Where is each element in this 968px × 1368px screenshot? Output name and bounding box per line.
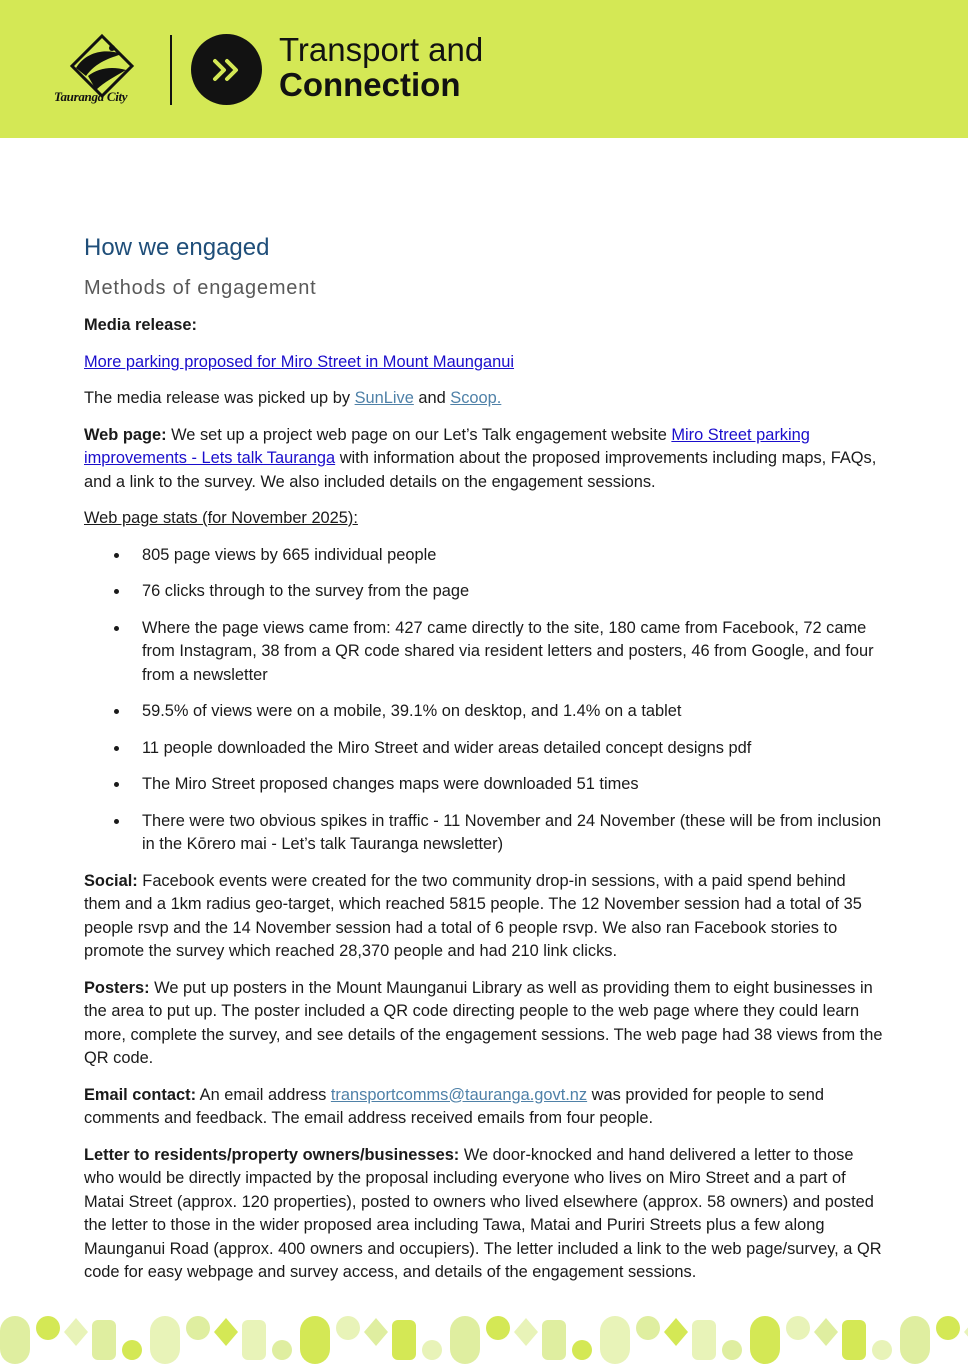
decorative-pattern-footer: [0, 1312, 968, 1368]
social-text: Facebook events were created for the two community drop-in sessions, with a paid spend behind them and a 1km radius geo-target, which reached 5815 people. The 12 November session had a total of 35 people rsvp and the 14 November session had a total of 6 people rsvp. We also ran Facebook stories to promote the survey which reached 28,370 people and had 210 link clicks.: [84, 871, 862, 960]
pickup-paragraph: [84, 387, 884, 411]
web-page-paragraph: [84, 424, 884, 495]
list-item: The Miro Street proposed changes maps were downloaded 51 times: [142, 773, 884, 797]
list-item: 805 page views by 665 individual people: [142, 544, 884, 568]
email-link[interactable]: transportcomms@tauranga.govt.nz: [330, 1085, 588, 1104]
brand-title-line1: Transport and: [279, 31, 484, 68]
project-page-link[interactable]: Miro Street parking improvements - Lets talk Tauranga: [84, 425, 810, 467]
web-page-text-after: with information about the proposed improvements including maps, FAQs, and a link to the survey. We also included details on the engagement sessions.: [84, 449, 877, 491]
media-release-label: Media release:: [84, 316, 197, 334]
posters-label: Posters:: [84, 978, 150, 997]
media-release-heading: [84, 314, 884, 338]
council-name: Tauranga City: [54, 89, 128, 104]
posters-text: We put up posters in the Mount Maunganui Library as well as providing them to eight businesses in the area to put up. The poster included a QR code directing people to the web page where they could learn more, complete the survey, and see details of the engagement sessions. The web page had 38 views from the QR code.: [84, 978, 883, 1067]
social-label: Social:: [84, 871, 138, 890]
web-page-label: Web page:: [84, 425, 167, 444]
scoop-link[interactable]: Scoop.: [450, 389, 502, 407]
email-text-after: was provided for people to send comments and feedback. The email address received emails from four people.: [84, 1085, 825, 1127]
posters-paragraph: [84, 977, 884, 1071]
email-text: An email address: [196, 1085, 331, 1104]
list-item: 11 people downloaded the Miro Street and wider areas detailed concept designs pdf: [142, 737, 884, 761]
pickup-and: and: [413, 389, 451, 407]
letter-text: We door-knocked and hand delivered a letter to those who would be directly impacted by the proposal including everyone who lives on Miro Street and a part of Matai Street (approx. 120 properties), posted to owners who lived elsewhere (approx. 58 owners) and posted the letter to those in the wider proposed area including Tawa, Matai and Puriri Streets plus a few along Maunganui Road (approx. 400 owners and occupiers). The letter included a link to the web page/survey, a QR code for easy webpage and survey access, and details of the engagement sessions.: [84, 1145, 882, 1281]
media-release-paragraph: [84, 351, 884, 375]
list-item: 76 clicks through to the survey from the page: [142, 580, 884, 604]
brand-title-line2: Connection: [279, 66, 461, 103]
header-divider: [170, 35, 172, 105]
pickup-text: The media release was picked up by: [84, 389, 355, 407]
social-paragraph: [84, 870, 884, 964]
stats-list: [84, 544, 884, 857]
main-content: [84, 232, 884, 1298]
letter-paragraph: [84, 1144, 884, 1285]
stats-heading: Web page stats (for November 2025):: [84, 509, 358, 527]
web-page-text: We set up a project web page on our Let’s Talk engagement website: [166, 425, 672, 444]
page-header: [0, 0, 968, 138]
email-label: Email contact:: [84, 1085, 197, 1104]
forward-arrows-icon: [191, 34, 262, 105]
sunlive-link[interactable]: SunLive: [354, 389, 414, 407]
page-title: How we engaged: [84, 234, 270, 261]
letter-label: Letter to residents/property owners/businesses:: [84, 1145, 460, 1164]
email-paragraph: [84, 1084, 884, 1131]
section-subtitle: Methods of engagement: [84, 277, 317, 299]
list-item: 59.5% of views were on a mobile, 39.1% on desktop, and 1.4% on a tablet: [142, 700, 884, 724]
list-item: Where the page views came from: 427 came directly to the site, 180 came from Facebook, 72 came from Instagram, 38 from a QR code shared via resident letters and posters, 46 from Google, and four from a newsletter: [142, 617, 884, 688]
list-item: There were two obvious spikes in traffic - 11 November and 24 November (these will be from inclusion in the Kōrero mai - Let’s talk Tauranga newsletter): [142, 810, 884, 857]
media-release-link[interactable]: More parking proposed for Miro Street in Mount Maunganui: [84, 352, 515, 371]
